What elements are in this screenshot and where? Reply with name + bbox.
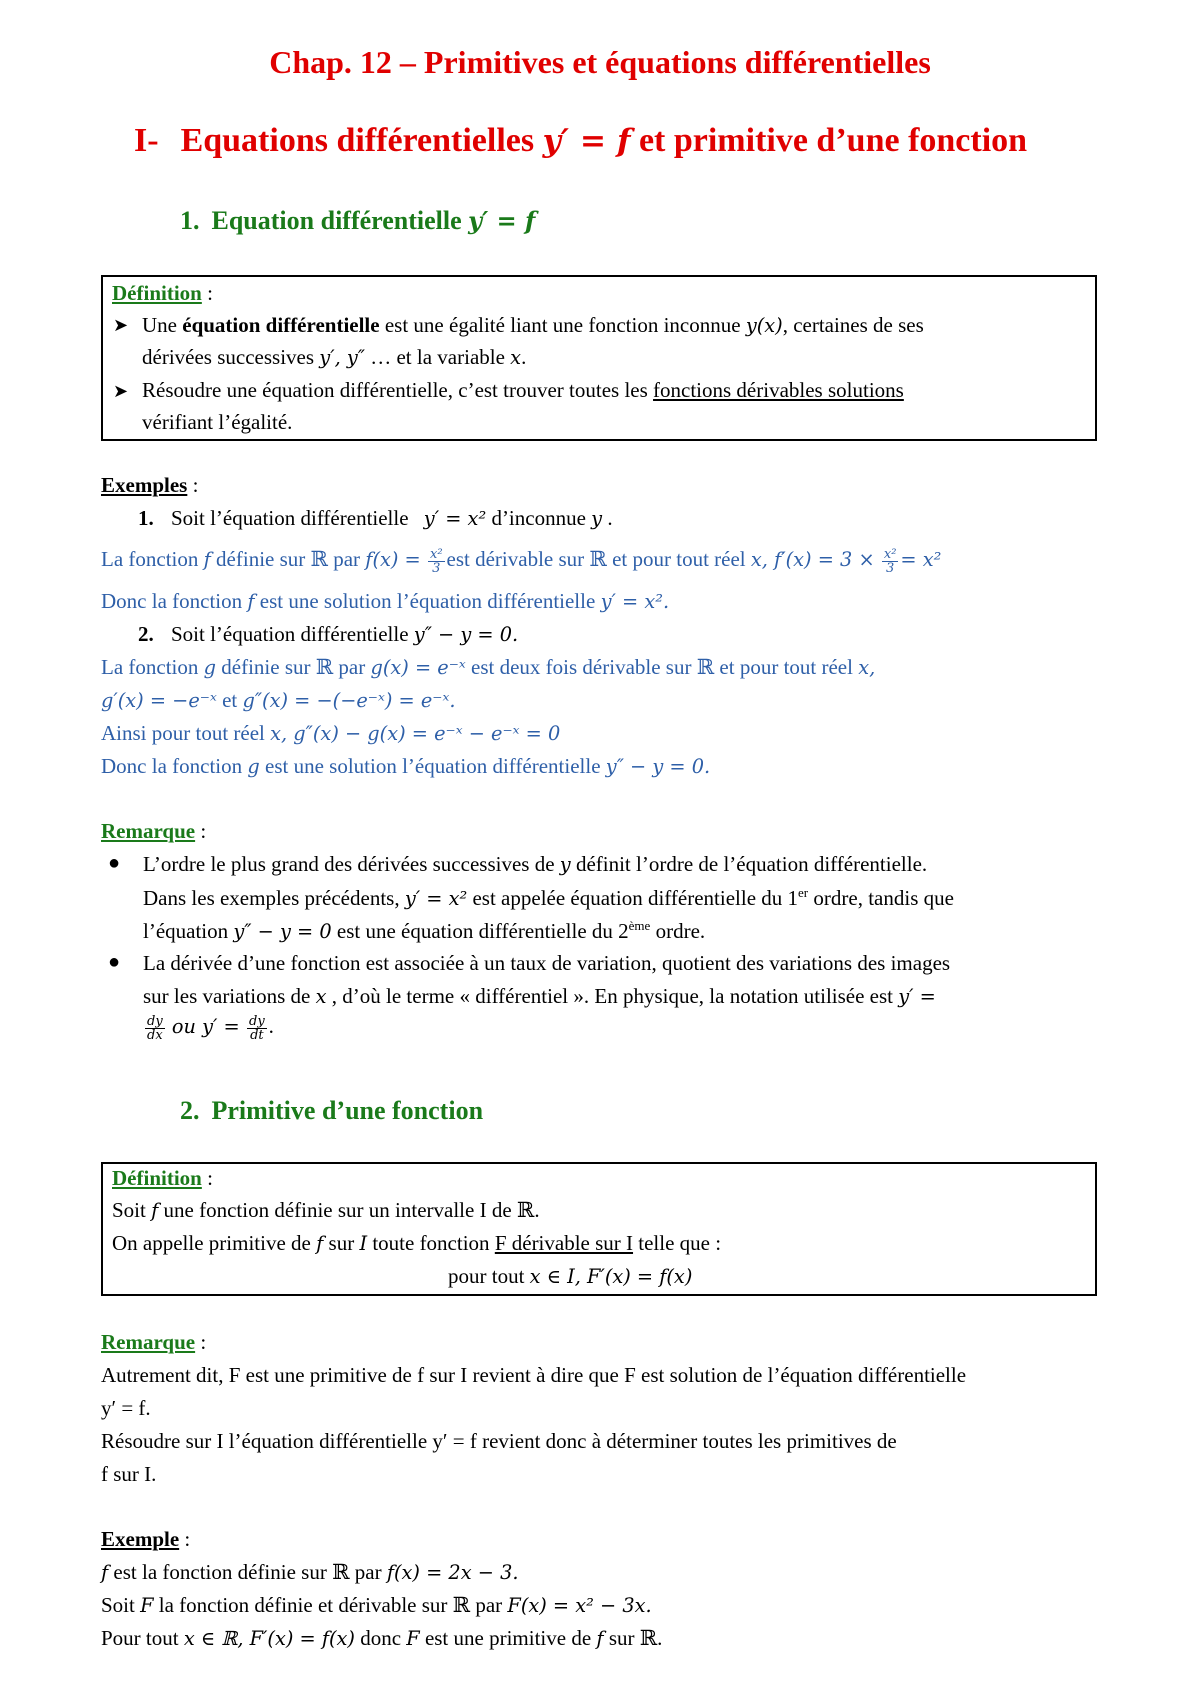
math: x,: [858, 656, 876, 679]
bullet-dot-icon: ●: [108, 852, 121, 874]
math: y″ − y = 0.: [413, 623, 519, 646]
definition-2-line-1: [112, 1198, 540, 1223]
text: L’ordre le plus grand des dérivées successives de: [143, 852, 560, 876]
math: F: [140, 1594, 154, 1617]
numerator: dy: [147, 1013, 163, 1029]
text: .: [268, 1014, 274, 1038]
example-2-line-2: [101, 688, 455, 713]
text: Donc la fonction: [101, 754, 248, 778]
text: On appelle primitive de: [112, 1231, 317, 1255]
text: pour tout: [448, 1264, 530, 1288]
text: Résoudre une équation différentielle, c’est trouver toutes les: [142, 378, 654, 402]
text: ordre.: [650, 919, 706, 943]
superscript: er: [798, 885, 809, 900]
math: F(x) = x² − 3x.: [507, 1594, 652, 1617]
subsection-number: 2.: [180, 1096, 200, 1125]
subsection-1-heading: [180, 206, 535, 236]
math: f: [247, 590, 255, 613]
math: y(x): [745, 314, 783, 337]
bullet-dot-icon: ●: [108, 951, 121, 973]
text: l’équation: [143, 919, 234, 943]
text: … et la variable: [364, 345, 511, 369]
fraction-dy-dx: [145, 1015, 165, 1042]
example-2-statement: [138, 622, 518, 647]
fraction: [882, 548, 899, 575]
definition-1-label: [112, 281, 213, 306]
denominator: 3: [886, 560, 895, 576]
text: est une égalité liant une fonction inconnue: [379, 313, 746, 337]
text: Donc la fonction: [101, 589, 248, 613]
text: Soit l’équation différentielle: [171, 622, 414, 646]
subsection-number: 1.: [180, 206, 200, 235]
math: x, f′(x) = 3 ×: [750, 548, 875, 571]
math: x ∈ I, F′(x) = f(x): [529, 1265, 693, 1288]
math: g: [203, 656, 217, 679]
number: 1.: [138, 506, 154, 530]
example-1-line-2: [101, 589, 669, 614]
example-2-line-1: [101, 655, 875, 680]
text: sur les variations de: [143, 984, 316, 1008]
text: définie sur ℝ par: [216, 655, 371, 679]
superscript: ème: [628, 918, 651, 933]
text: Dans les exemples précédents,: [143, 886, 405, 910]
underlined-text: F dérivable sur I: [494, 1231, 634, 1255]
math: x: [315, 985, 327, 1008]
math: f(x) =: [365, 548, 421, 571]
remark-2-label: [101, 1330, 206, 1355]
section-title-text: Equations différentielles: [180, 122, 543, 159]
subsection-title-math: y′ = f: [468, 207, 536, 235]
definition-1-item-1-line-2: [142, 345, 526, 370]
colon: :: [201, 1166, 213, 1190]
text: .: [602, 506, 613, 530]
remark-1-bullet-2-line-2: [143, 984, 936, 1009]
label: Remarque: [101, 819, 196, 843]
math: y: [559, 853, 571, 876]
label: Remarque: [101, 1330, 196, 1354]
text: d’inconnue: [486, 506, 592, 530]
definition-2-line-3: [448, 1264, 692, 1289]
text: donc: [354, 1626, 407, 1650]
colon: :: [201, 281, 213, 305]
colon: :: [195, 1330, 207, 1354]
arrow-bullet-icon: ➤: [113, 315, 129, 335]
section-title-math: y′ = f: [542, 123, 631, 159]
math: x ∈ ℝ, F′(x) = f(x): [183, 1627, 355, 1650]
bold-term: équation différentielle: [182, 313, 380, 337]
text: Soit: [101, 1593, 141, 1617]
math: ou y′ =: [171, 1015, 240, 1038]
text: est la fonction définie sur ℝ par: [108, 1560, 387, 1584]
section-number: I-: [134, 122, 159, 159]
text: la fonction définie et dérivable sur ℝ par: [153, 1593, 508, 1617]
math: f: [596, 1627, 604, 1650]
math: g′(x) = −e⁻ˣ: [101, 689, 217, 712]
label: Définition: [112, 1166, 202, 1190]
text: Soit l’équation différentielle: [171, 506, 414, 530]
examples-label: [101, 473, 198, 498]
number: 2.: [138, 622, 154, 646]
math: = x²: [900, 548, 942, 571]
text: est dérivable sur ℝ et pour tout réel: [446, 547, 751, 571]
remark-2-line-3: Résoudre sur I l’équation différentielle y′ = f revient donc à déterminer toutes les primitives de: [101, 1429, 897, 1453]
example-2-line-3: [101, 721, 560, 746]
text: est une solution l’équation différentielle: [254, 589, 601, 613]
text: Ainsi pour tout réel: [101, 721, 271, 745]
definition-1-item-1-line-1: [142, 313, 924, 338]
text: Pour tout: [101, 1626, 184, 1650]
text: ordre, tandis que: [808, 886, 954, 910]
text: est une équation différentielle du 2: [331, 919, 629, 943]
math: f(x) = 2x − 3.: [386, 1561, 519, 1584]
text: définit l’ordre de l’équation différentielle.: [570, 852, 928, 876]
remark-2-line-4: f sur I.: [101, 1462, 157, 1486]
example-line-3: [101, 1626, 662, 1651]
text: Soit: [112, 1198, 152, 1222]
text: dérivées successives: [142, 345, 320, 369]
math: y′ = x².: [600, 590, 670, 613]
section-1-heading: [134, 122, 1027, 160]
denominator: 3: [432, 560, 441, 576]
remark-1-bullet-2-line-3: [143, 1014, 274, 1042]
definition-2-line-2: [112, 1231, 721, 1256]
math: f: [151, 1199, 159, 1222]
text: sur ℝ.: [603, 1626, 663, 1650]
math: y′ = x²: [423, 507, 487, 530]
definition-1-item-2-line-1: [142, 378, 904, 403]
text: La fonction: [101, 655, 204, 679]
math: g(x) = e⁻ˣ: [370, 656, 466, 679]
text: , d’où le terme « différentiel ». En physique, la notation utilisée est: [326, 984, 899, 1008]
math: y″ − y = 0.: [605, 755, 711, 778]
math: g: [247, 755, 260, 778]
text: Une: [142, 313, 183, 337]
text: est deux fois dérivable sur ℝ et pour tout réel: [465, 655, 859, 679]
subsection-title: Equation différentielle: [211, 206, 469, 235]
example-1-line-1: [101, 547, 941, 575]
remark-1-label: [101, 819, 206, 844]
numerator: x²: [883, 546, 897, 562]
math: I: [359, 1232, 368, 1255]
example-2-line-4: [101, 754, 710, 779]
math: f: [101, 1561, 109, 1584]
fraction: [428, 548, 445, 575]
math: y″ − y = 0: [233, 920, 332, 943]
remark-2-line-2: y′ = f.: [101, 1396, 151, 1420]
math: f: [316, 1232, 324, 1255]
numerator: x²: [429, 546, 443, 562]
numerator: dy: [249, 1013, 265, 1029]
math: f: [203, 548, 211, 571]
text: et: [216, 688, 243, 712]
text: définie sur ℝ par: [210, 547, 366, 571]
math: x, g″(x) − g(x) = e⁻ˣ − e⁻ˣ = 0: [270, 722, 561, 745]
math: y: [591, 507, 603, 530]
example-line-2: [101, 1593, 652, 1618]
underlined-text: fonctions dérivables solutions: [653, 378, 904, 402]
text: La fonction: [101, 547, 204, 571]
math: F: [406, 1627, 420, 1650]
remark-1-bullet-1-line-1: [143, 852, 927, 877]
chapter-title: Chap. 12 – Primitives et équations différentielles: [269, 44, 931, 80]
text: toute fonction: [367, 1231, 495, 1255]
text: sur: [323, 1231, 360, 1255]
fraction-dy-dt: [247, 1015, 267, 1042]
definition-2-label: [112, 1166, 213, 1191]
definition-label: Définition: [112, 281, 202, 305]
text: telle que :: [633, 1231, 722, 1255]
remark-1-bullet-1-line-2: [143, 885, 954, 911]
text: est une solution l’équation différentielle: [259, 754, 606, 778]
text: est une primitive de: [419, 1626, 597, 1650]
math: g″(x) = −(−e⁻ˣ) = e⁻ˣ.: [242, 689, 456, 712]
text: .: [521, 345, 527, 369]
denominator: dt: [250, 1027, 264, 1043]
remark-1-bullet-2-line-1: La dérivée d’une fonction est associée à un taux de variation, quotient des variations des images: [143, 951, 951, 975]
remark-1-bullet-1-line-3: [143, 918, 705, 944]
example-line-1: [101, 1560, 519, 1585]
math: x: [510, 346, 522, 369]
example-1-statement: [138, 506, 613, 531]
math: y′ =: [898, 985, 936, 1008]
text: est appelée équation différentielle du 1: [467, 886, 799, 910]
section-title-text-end: et primitive d’une fonction: [630, 122, 1028, 159]
text: , certaines de ses: [782, 313, 924, 337]
subsection-2-heading: [180, 1096, 483, 1126]
label: Exemples: [101, 473, 188, 497]
math: y′, y″: [319, 346, 365, 369]
example-label: [101, 1527, 190, 1552]
math: y′ = x²: [404, 887, 468, 910]
remark-2-line-1: Autrement dit, F est une primitive de f sur I revient à dire que F est solution de l’équation différentielle: [101, 1363, 967, 1387]
subsection-title: Primitive d’une fonction: [211, 1096, 484, 1125]
colon: :: [179, 1527, 191, 1551]
colon: :: [195, 819, 207, 843]
arrow-bullet-icon: ➤: [113, 381, 129, 401]
text: une fonction définie sur un intervalle I de ℝ.: [158, 1198, 540, 1222]
colon: :: [187, 473, 199, 497]
denominator: dx: [147, 1027, 163, 1043]
label: Exemple: [101, 1527, 180, 1551]
definition-1-item-2-line-2: vérifiant l’égalité.: [142, 410, 293, 434]
